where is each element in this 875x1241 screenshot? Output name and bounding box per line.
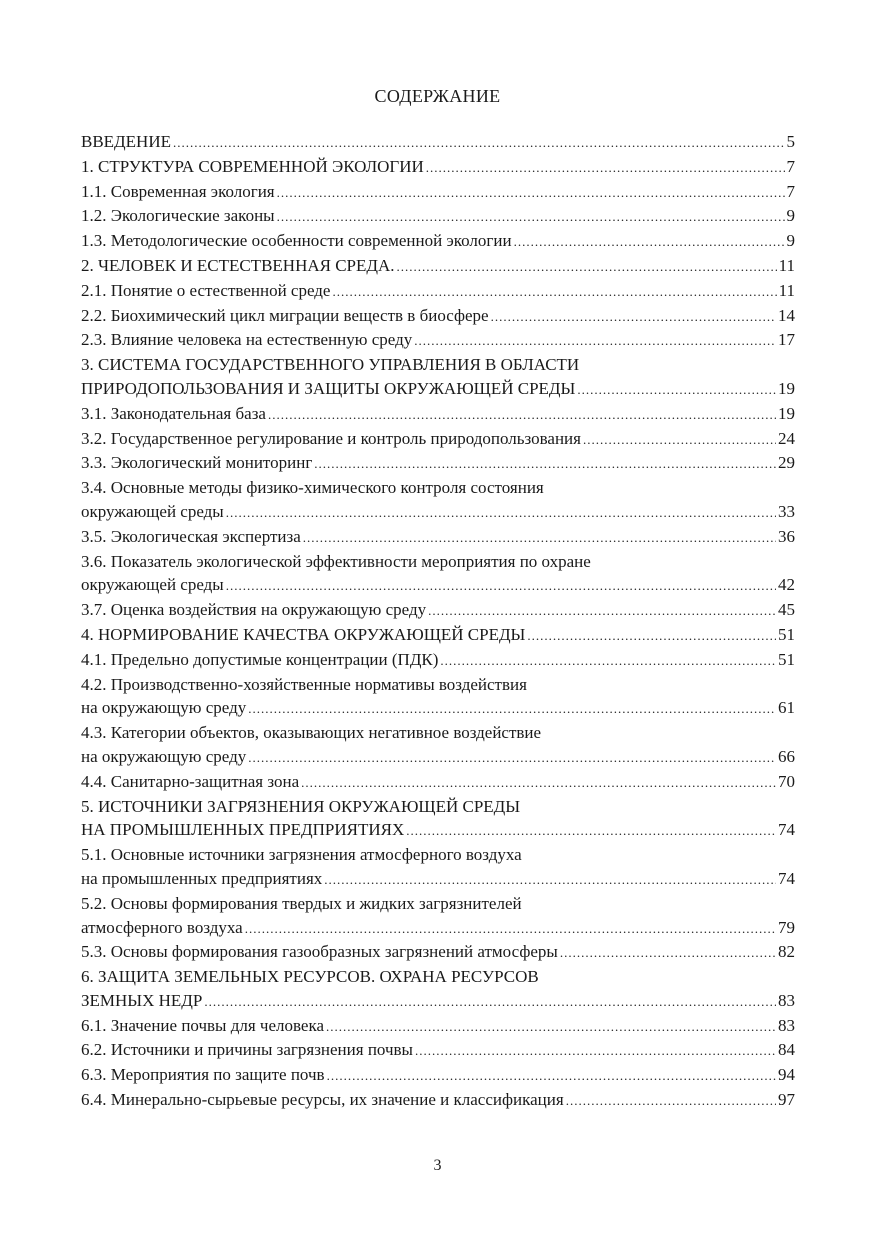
dot-leader bbox=[426, 156, 785, 180]
toc-entry-page: 66 bbox=[778, 746, 795, 766]
toc-entry-text: 1. СТРУКТУРА СОВРЕМЕННОЙ ЭКОЛОГИИ bbox=[81, 156, 424, 176]
toc-entry-text: 1.3. Методологические особенности современной экологии bbox=[81, 231, 512, 251]
toc-entry-row bbox=[81, 328, 795, 353]
dot-leader bbox=[332, 280, 776, 304]
toc-entry-page: 7 bbox=[786, 181, 795, 201]
table-of-contents bbox=[81, 130, 795, 1113]
toc-entry-text: на окружающую среду bbox=[81, 698, 247, 718]
toc-entry-page: 74 bbox=[778, 820, 795, 840]
toc-entry-page: 7 bbox=[786, 156, 795, 176]
dot-leader bbox=[514, 230, 785, 254]
toc-entry-page: 14 bbox=[778, 305, 795, 325]
toc-entry-page: 19 bbox=[778, 378, 795, 398]
toc-entry[interactable] bbox=[81, 476, 795, 525]
toc-entry-page: 42 bbox=[778, 575, 795, 595]
dot-leader bbox=[577, 378, 776, 402]
toc-entry-row bbox=[81, 940, 795, 965]
toc-entry-row bbox=[81, 1063, 795, 1088]
toc-entry-page: 36 bbox=[778, 526, 795, 546]
toc-entry-row bbox=[81, 623, 795, 648]
toc-entry-page: 97 bbox=[778, 1090, 795, 1110]
toc-entry[interactable] bbox=[81, 402, 795, 427]
toc-entry-row bbox=[81, 254, 795, 279]
toc-entry-page: 70 bbox=[778, 771, 795, 791]
toc-entry-text: ЗЕМНЫХ НЕДР bbox=[81, 990, 203, 1010]
toc-entry-text: 3.3. Экологический мониторинг bbox=[81, 453, 313, 473]
toc-entry-text: 4.1. Предельно допустимые концентрации (ПДК) bbox=[81, 649, 439, 669]
toc-entry[interactable] bbox=[81, 843, 795, 892]
toc-entry[interactable] bbox=[81, 279, 795, 304]
toc-entry-text: на окружающую среду bbox=[81, 746, 247, 766]
page-number: 3 bbox=[433, 1157, 442, 1174]
toc-entry[interactable] bbox=[81, 795, 795, 844]
toc-entry-row bbox=[81, 598, 795, 623]
dot-leader bbox=[248, 746, 776, 770]
toc-entry-text: 4.3. Категории объектов, оказывающих негативное воздействие bbox=[81, 723, 542, 743]
toc-entry-row bbox=[81, 377, 795, 402]
toc-entry-row bbox=[81, 204, 795, 229]
toc-entry-row bbox=[81, 229, 795, 254]
toc-entry-row bbox=[81, 818, 795, 843]
toc-entry-text: 3.2. Государственное регулирование и контроль природопользования bbox=[81, 428, 581, 448]
toc-entry[interactable] bbox=[81, 451, 795, 476]
dot-leader bbox=[326, 1015, 776, 1039]
dot-leader bbox=[440, 649, 776, 673]
toc-entry-page: 79 bbox=[778, 917, 795, 937]
toc-entry-row bbox=[81, 573, 795, 598]
toc-entry[interactable] bbox=[81, 623, 795, 648]
toc-entry[interactable] bbox=[81, 1063, 795, 1088]
toc-entry-page: 33 bbox=[778, 501, 795, 521]
toc-entry-text: ВВЕДЕНИЕ bbox=[81, 132, 171, 151]
toc-entry-page: 9 bbox=[786, 206, 795, 226]
dot-leader bbox=[277, 181, 785, 205]
toc-entry-text: 3.4. Основные методы физико-химического контроля состояния bbox=[81, 478, 544, 498]
toc-entry-page: 61 bbox=[778, 698, 795, 718]
dot-leader bbox=[226, 501, 776, 525]
toc-entry-page: 11 bbox=[778, 255, 795, 275]
toc-entry-text: окружающей среды bbox=[81, 501, 224, 521]
toc-entry-page: 9 bbox=[786, 231, 795, 251]
toc-entry-row bbox=[81, 648, 795, 673]
toc-entry-text: 5.2. Основы формирования твердых и жидких загрязнителей bbox=[81, 893, 522, 913]
toc-entry-text: 4. НОРМИРОВАНИЕ КАЧЕСТВА ОКРУЖАЮЩЕЙ СРЕДЫ bbox=[81, 624, 526, 644]
dot-leader bbox=[560, 941, 776, 965]
toc-entry[interactable] bbox=[81, 598, 795, 623]
toc-entry-row bbox=[81, 427, 795, 452]
toc-entry[interactable] bbox=[81, 229, 795, 254]
dot-leader bbox=[226, 574, 776, 598]
toc-entry[interactable] bbox=[81, 1088, 795, 1113]
dot-leader bbox=[491, 305, 776, 329]
toc-entry-row bbox=[81, 304, 795, 329]
dot-leader bbox=[268, 403, 776, 427]
toc-entry-row bbox=[81, 1038, 795, 1063]
dot-leader bbox=[314, 452, 776, 476]
dot-leader bbox=[245, 917, 776, 941]
toc-entry-page: 83 bbox=[778, 1015, 795, 1035]
toc-entry[interactable] bbox=[81, 130, 795, 155]
toc-entry-row bbox=[81, 130, 795, 155]
toc-entry-page: 94 bbox=[778, 1065, 795, 1085]
toc-entry-text: 6.1. Значение почвы для человека bbox=[81, 1015, 325, 1035]
toc-entry-text: 3.6. Показатель экологической эффективности мероприятия по охране bbox=[81, 551, 591, 571]
toc-entry[interactable] bbox=[81, 328, 795, 353]
toc-entry-text: 6. ЗАЩИТА ЗЕМЕЛЬНЫХ РЕСУРСОВ. ОХРАНА РЕСУРСОВ bbox=[81, 967, 539, 987]
toc-entry[interactable] bbox=[81, 721, 795, 770]
dot-leader bbox=[397, 255, 777, 279]
toc-entry[interactable] bbox=[81, 770, 795, 795]
toc-entry[interactable] bbox=[81, 1014, 795, 1039]
toc-entry-row bbox=[81, 402, 795, 427]
toc-entry-text: 5.3. Основы формирования газообразных загрязнений атмосферы bbox=[81, 942, 558, 962]
dot-leader bbox=[415, 1039, 776, 1063]
toc-entry-row bbox=[81, 745, 795, 770]
toc-entry-row bbox=[81, 525, 795, 550]
toc-entry[interactable] bbox=[81, 254, 795, 279]
toc-entry-text: 3.1. Законодательная база bbox=[81, 403, 266, 423]
dot-leader bbox=[324, 868, 776, 892]
toc-entry-text: 5.1. Основные источники загрязнения атмосферного воздуха bbox=[81, 845, 522, 865]
toc-entry[interactable] bbox=[81, 648, 795, 673]
toc-entry-row bbox=[81, 1014, 795, 1039]
toc-entry-text: 4.2. Производственно-хозяйственные нормативы воздействия bbox=[81, 674, 527, 694]
dot-leader bbox=[277, 205, 785, 229]
toc-entry-row bbox=[81, 155, 795, 180]
toc-entry[interactable] bbox=[81, 940, 795, 965]
toc-entry-row bbox=[81, 180, 795, 205]
toc-entry[interactable] bbox=[81, 353, 795, 402]
toc-entry-page: 83 bbox=[778, 990, 795, 1010]
toc-entry[interactable] bbox=[81, 304, 795, 329]
toc-entry-text: на промышленных предприятиях bbox=[81, 868, 323, 888]
toc-entry-row bbox=[81, 1088, 795, 1113]
toc-entry-page: 19 bbox=[778, 403, 795, 423]
toc-entry-text: 3.7. Оценка воздействия на окружающую среду bbox=[81, 600, 427, 620]
toc-entry-text: окружающей среды bbox=[81, 575, 224, 595]
toc-entry[interactable] bbox=[81, 180, 795, 205]
toc-entry-text: 2.1. Понятие о естественной среде bbox=[81, 280, 331, 300]
toc-entry-row bbox=[81, 500, 795, 525]
toc-entry-page: 82 bbox=[778, 942, 795, 962]
toc-entry-text: ПРИРОДОПОЛЬЗОВАНИЯ И ЗАЩИТЫ ОКРУЖАЮЩЕЙ СРЕДЫ bbox=[81, 378, 576, 398]
toc-entry[interactable] bbox=[81, 1038, 795, 1063]
dot-leader bbox=[248, 697, 776, 721]
toc-entry-text: 6.2. Источники и причины загрязнения почвы bbox=[81, 1040, 413, 1060]
dot-leader bbox=[566, 1089, 776, 1113]
toc-entry[interactable] bbox=[81, 525, 795, 550]
dot-leader bbox=[583, 428, 776, 452]
toc-entry-page: 24 bbox=[778, 428, 795, 448]
toc-entry-page: 51 bbox=[778, 624, 795, 644]
toc-entry-row bbox=[81, 916, 795, 941]
toc-entry[interactable] bbox=[81, 155, 795, 180]
toc-entry-row bbox=[81, 867, 795, 892]
dot-leader bbox=[327, 1064, 776, 1088]
toc-entry-text: 5. ИСТОЧНИКИ ЗАГРЯЗНЕНИЯ ОКРУЖАЮЩЕЙ СРЕДЫ bbox=[81, 796, 521, 816]
dot-leader bbox=[173, 131, 785, 155]
toc-title: СОДЕРЖАНИЕ bbox=[374, 86, 501, 106]
toc-entry[interactable] bbox=[81, 892, 795, 941]
toc-entry-page: 51 bbox=[778, 649, 795, 669]
toc-entry-text: 2.2. Биохимический цикл миграции веществ в биосфере bbox=[81, 305, 489, 325]
toc-entry-page: 45 bbox=[778, 600, 795, 620]
toc-entry[interactable] bbox=[81, 673, 795, 722]
toc-entry-text: 2.3. Влияние человека на естественную среду bbox=[81, 330, 413, 350]
toc-entry-text: 3.5. Экологическая экспертиза bbox=[81, 526, 301, 546]
toc-entry-text: атмосферного воздуха bbox=[81, 917, 243, 937]
toc-entry-row bbox=[81, 451, 795, 476]
dot-leader bbox=[301, 771, 776, 795]
toc-entry-page: 84 bbox=[778, 1040, 795, 1060]
dot-leader bbox=[406, 819, 776, 843]
toc-entry-text: 1.2. Экологические законы bbox=[81, 206, 275, 226]
toc-entry[interactable] bbox=[81, 204, 795, 229]
toc-entry-page: 29 bbox=[778, 453, 795, 473]
dot-leader bbox=[204, 990, 776, 1014]
toc-entry-row bbox=[81, 696, 795, 721]
toc-entry-page: 17 bbox=[778, 330, 795, 350]
toc-entry-text: 6.3. Мероприятия по защите почв bbox=[81, 1065, 325, 1085]
toc-entry-row bbox=[81, 989, 795, 1014]
dot-leader bbox=[428, 599, 776, 623]
toc-entry-text: 1.1. Современная экология bbox=[81, 181, 275, 201]
toc-entry-text: НА ПРОМЫШЛЕННЫХ ПРЕДПРИЯТИЯХ bbox=[81, 820, 405, 840]
toc-entry-page: 11 bbox=[778, 280, 795, 300]
toc-entry-page: 5 bbox=[786, 132, 795, 151]
toc-entry[interactable] bbox=[81, 965, 795, 1014]
toc-entry-text: 6.4. Минерально-сырьевые ресурсы, их значение и классификация bbox=[81, 1090, 564, 1110]
toc-entry[interactable] bbox=[81, 427, 795, 452]
toc-entry-text: 2. ЧЕЛОВЕК И ЕСТЕСТВЕННАЯ СРЕДА. bbox=[81, 255, 395, 275]
dot-leader bbox=[527, 624, 776, 648]
toc-entry-text: 3. СИСТЕМА ГОСУДАРСТВЕННОГО УПРАВЛЕНИЯ В ОБЛАСТИ bbox=[81, 355, 580, 375]
toc-entry-page: 74 bbox=[778, 868, 795, 888]
dot-leader bbox=[414, 329, 776, 353]
toc-entry-text: 4.4. Санитарно-защитная зона bbox=[81, 771, 300, 791]
dot-leader bbox=[303, 526, 776, 550]
toc-entry-row bbox=[81, 279, 795, 304]
toc-entry-row bbox=[81, 770, 795, 795]
toc-entry[interactable] bbox=[81, 550, 795, 599]
